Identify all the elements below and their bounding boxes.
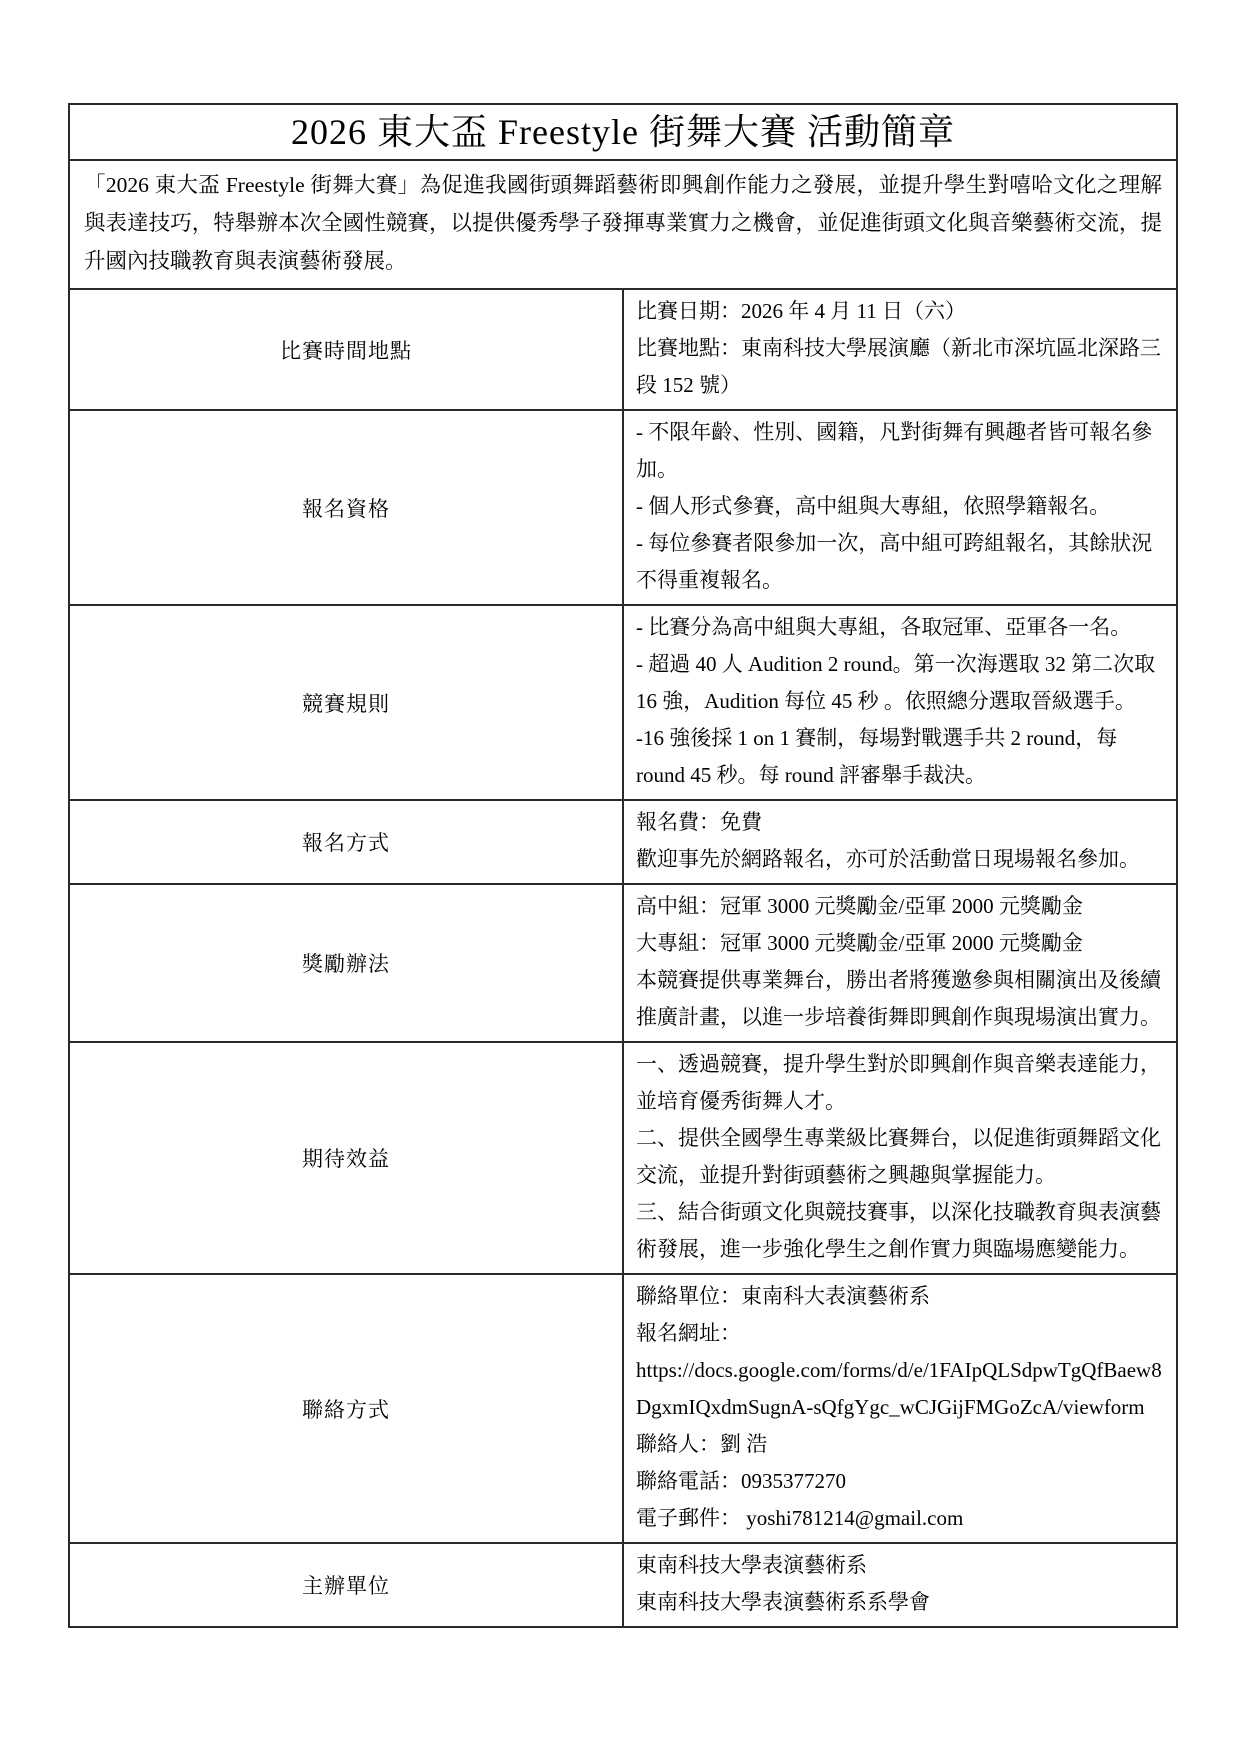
title-row: [69, 104, 1177, 160]
row-label: 報名資格: [69, 410, 623, 605]
table-row: [69, 289, 1177, 410]
row-content: [623, 800, 1177, 884]
row-content: [623, 289, 1177, 410]
table-row: [69, 884, 1177, 1042]
row-label: 比賽時間地點: [69, 289, 623, 410]
table-row: [69, 605, 1177, 800]
content-line: 聯絡單位：東南科大表演藝術系: [636, 1284, 930, 1308]
content-line: 東南科技大學表演藝術系: [636, 1553, 867, 1577]
content-line: 比賽日期：2026 年 4 月 11 日（六）: [636, 299, 966, 323]
table-row: [69, 1543, 1177, 1627]
table-row: [69, 1042, 1177, 1274]
content-line: https://docs.google.com/forms/d/e/1FAIpQLSdpwTgQfBaew8DgxmIQxdmSugnA-sQfgYgc_wCJGijFMGoZcA/viewform: [636, 1358, 1162, 1419]
row-content: [623, 1543, 1177, 1627]
intro-paragraph: 「2026 東大盃 Freestyle 街舞大賽」為促進我國街頭舞蹈藝術即興創作能力之發展，並提升學生對嘻哈文化之理解與表達技巧，特舉辦本次全國性競賽，以提供優秀學子發揮專業實力之機會，並促進街頭文化與音樂藝術交流，提升國內技職教育與表演藝術發展。: [69, 160, 1177, 289]
content-line: 本競賽提供專業舞台，勝出者將獲邀參與相關演出及後續推廣計畫，以進一步培養街舞即興創作與現場演出實力。: [636, 968, 1161, 1029]
content-line: 三、結合街頭文化與競技賽事，以深化技職教育與表演藝術發展，進一步強化學生之創作實力與臨場應變能力。: [636, 1200, 1161, 1261]
row-label: 聯絡方式: [69, 1274, 623, 1543]
table-row: [69, 1274, 1177, 1543]
row-content: [623, 1274, 1177, 1543]
row-content: [623, 410, 1177, 605]
table-row: [69, 410, 1177, 605]
content-line: - 不限年齡、性別、國籍，凡對街舞有興趣者皆可報名參加。: [636, 420, 1153, 481]
content-line: 報名網址：: [636, 1321, 741, 1345]
content-line: 電子郵件： yoshi781214@gmail.com: [636, 1506, 964, 1530]
content-line: 大專組：冠軍 3000 元獎勵金/亞軍 2000 元獎勵金: [636, 931, 1083, 955]
intro-row: [69, 160, 1177, 289]
content-line: 報名費：免費: [636, 810, 762, 834]
row-content: [623, 605, 1177, 800]
row-label: 主辦單位: [69, 1543, 623, 1627]
content-line: 歡迎事先於網路報名，亦可於活動當日現場報名參加。: [636, 847, 1140, 871]
content-line: 一、透過競賽，提升學生對於即興創作與音樂表達能力，並培育優秀街舞人才。: [636, 1052, 1161, 1113]
row-content: [623, 884, 1177, 1042]
row-label: 期待效益: [69, 1042, 623, 1274]
content-line: - 每位參賽者限參加一次，高中組可跨組報名，其餘狀況不得重複報名。: [636, 531, 1153, 592]
event-info-table: [68, 103, 1178, 1628]
row-label: 競賽規則: [69, 605, 623, 800]
content-line: 高中組：冠軍 3000 元獎勵金/亞軍 2000 元獎勵金: [636, 894, 1083, 918]
content-line: 比賽地點：東南科技大學展演廳（新北市深坑區北深路三段 152 號）: [636, 336, 1161, 397]
content-line: - 個人形式參賽，高中組與大專組，依照學籍報名。: [636, 494, 1111, 518]
row-content: [623, 1042, 1177, 1274]
content-line: 東南科技大學表演藝術系系學會: [636, 1590, 930, 1614]
content-line: -16 強後採 1 on 1 賽制，每場對戰選手共 2 round，每 round 45 秒。每 round 評審舉手裁決。: [636, 726, 1118, 787]
table-row: [69, 800, 1177, 884]
content-line: - 比賽分為高中組與大專組，各取冠軍、亞軍各一名。: [636, 615, 1132, 639]
content-line: - 超過 40 人 Audition 2 round。第一次海選取 32 第二次取 16 強，Audition 每位 45 秒 。依照總分選取晉級選手。: [636, 652, 1156, 713]
content-line: 聯絡人：劉 浩: [636, 1432, 768, 1456]
rows-container: [69, 104, 1177, 1627]
row-label: 報名方式: [69, 800, 623, 884]
page-title: 2026 東大盃 Freestyle 街舞大賽 活動簡章: [69, 104, 1177, 160]
row-label: 獎勵辦法: [69, 884, 623, 1042]
content-line: 聯絡電話：0935377270: [636, 1469, 846, 1493]
content-line: 二、提供全國學生專業級比賽舞台，以促進街頭舞蹈文化交流，並提升對街頭藝術之興趣與掌握能力。: [636, 1126, 1161, 1187]
